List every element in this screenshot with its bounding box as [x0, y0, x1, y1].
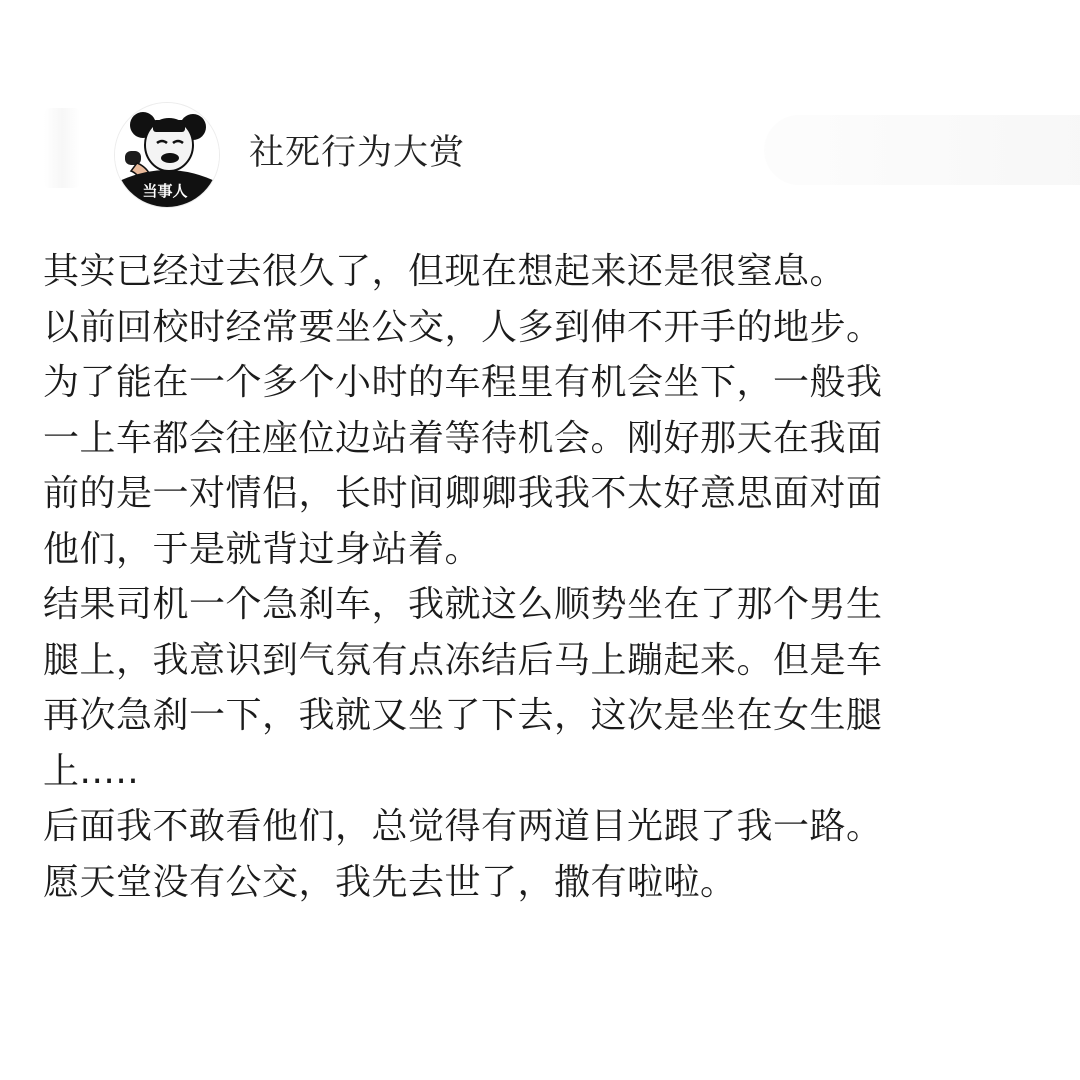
avatar[interactable] [115, 103, 219, 207]
post-line: 再次急刹一下，我就又坐了下去，这次是坐在女生腿 [43, 695, 883, 736]
post-header [0, 0, 1080, 230]
username[interactable]: 社死行为大赏 [249, 133, 466, 173]
faded-back-area [44, 108, 80, 188]
post-line: 腿上，我意识到气氛有点冻结后马上蹦起来。但是车 [43, 639, 883, 681]
avatar-caption: 当事人 [142, 182, 188, 200]
post-content [43, 244, 1013, 910]
post-line: 以前回校时经常要坐公交，人多到伸不开手的地步。 [43, 306, 883, 348]
post-line: 其实已经过去很久了，但现在想起来还是很窒息。 [43, 251, 847, 292]
post-line: 他们，于是就背过身站着。 [43, 528, 482, 570]
post-line: 前的是一对情侣，长时间卿卿我我不太好意思面对面 [43, 473, 883, 514]
post-line: 后面我不敢看他们，总觉得有两道目光跟了我一路。 [43, 806, 883, 847]
post-line: 愿天堂没有公交，我先去世了，撒有啦啦。 [43, 861, 737, 903]
post-line: 一上车都会往座位边站着等待机会。刚好那天在我面 [43, 417, 883, 459]
meme-avatar-icon [115, 103, 219, 207]
post-line: 上..... [43, 750, 140, 792]
post-line: 为了能在一个多个小时的车程里有机会坐下，一般我 [43, 362, 883, 403]
post-line: 结果司机一个急刹车，我就这么顺势坐在了那个男生 [43, 584, 883, 625]
faded-follow-area [764, 115, 1080, 185]
